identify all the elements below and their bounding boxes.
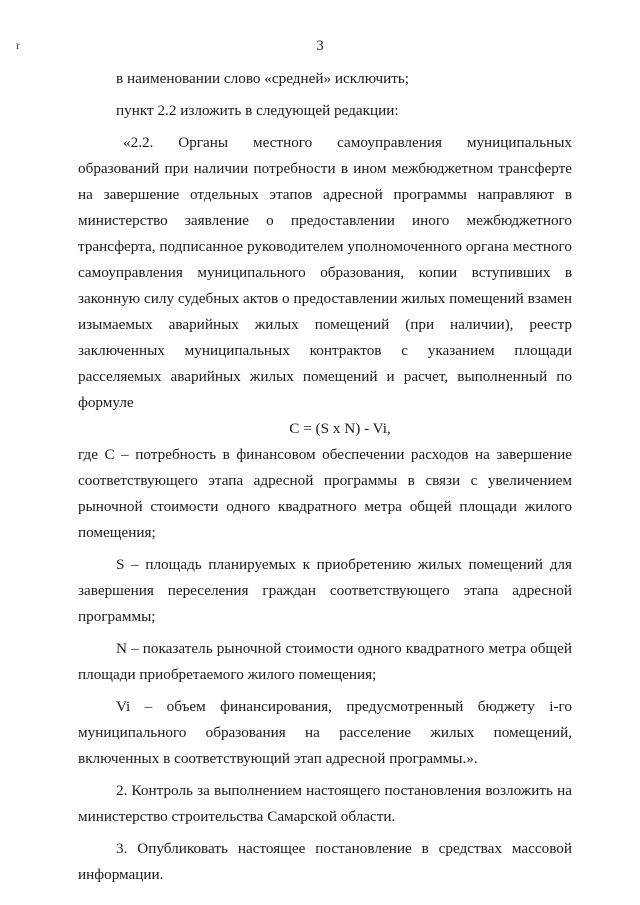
- paragraph-8: 2. Контроль за выполнением настоящего постановления возложить на министерство строительства Самарской области.: [78, 782, 572, 825]
- paragraph-5: S – площадь планируемых к приобретению жилых помещений для завершения переселения граждан соответствующего этапа адресной программы;: [78, 556, 572, 625]
- paragraph-9: 3. Опубликовать настоящее постановление в средствах массовой информации.: [78, 840, 572, 883]
- page-number: 3: [316, 38, 324, 54]
- paragraph-6: N – показатель рыночной стоимости одного квадратного метра общей площади приобретаемого жилого помещения;: [78, 640, 572, 683]
- paragraph-2: пункт 2.2 изложить в следующей редакции:: [116, 102, 399, 119]
- paragraph-4: где C – потребность в финансовом обеспечении расходов на завершение соответствующего этапа адресной программы в связи с увеличением рыночной стоимости одного квадратного метра общей площади жилого помещения;: [78, 446, 572, 541]
- body-text: [78, 66, 572, 888]
- paragraph-1: в наименовании слово «средней» исключить;: [116, 70, 410, 87]
- margin-mark: r: [16, 38, 20, 52]
- paragraph-7: Vi – объем финансирования, предусмотренный бюджету i-го муниципального образования на расселение жилых помещений, включенных в соответствующий этап адресной программы.».: [78, 698, 572, 767]
- formula: C = (S x N) - Vi,: [289, 420, 391, 437]
- paragraph-3: «2.2. Органы местного самоуправления муниципальных образований при наличии потребности в ином межбюджетном трансферте на завершение отдельных этапов адресной программы направляют в министерство заявление о предоставлении иного межбюджетного трансферта, подписанное руководителем уполномоченного органа местного самоуправления муниципального образования, копии вступивших в законную силу судебных актов о предоставлении жилых помещений взамен изымаемых аварийных жилых помещений (при наличии), реестр заключенных муниципальных контрактов с указанием площади расселяемых аварийных жилых помещений и расчет, выполненный по формуле: [78, 134, 572, 411]
